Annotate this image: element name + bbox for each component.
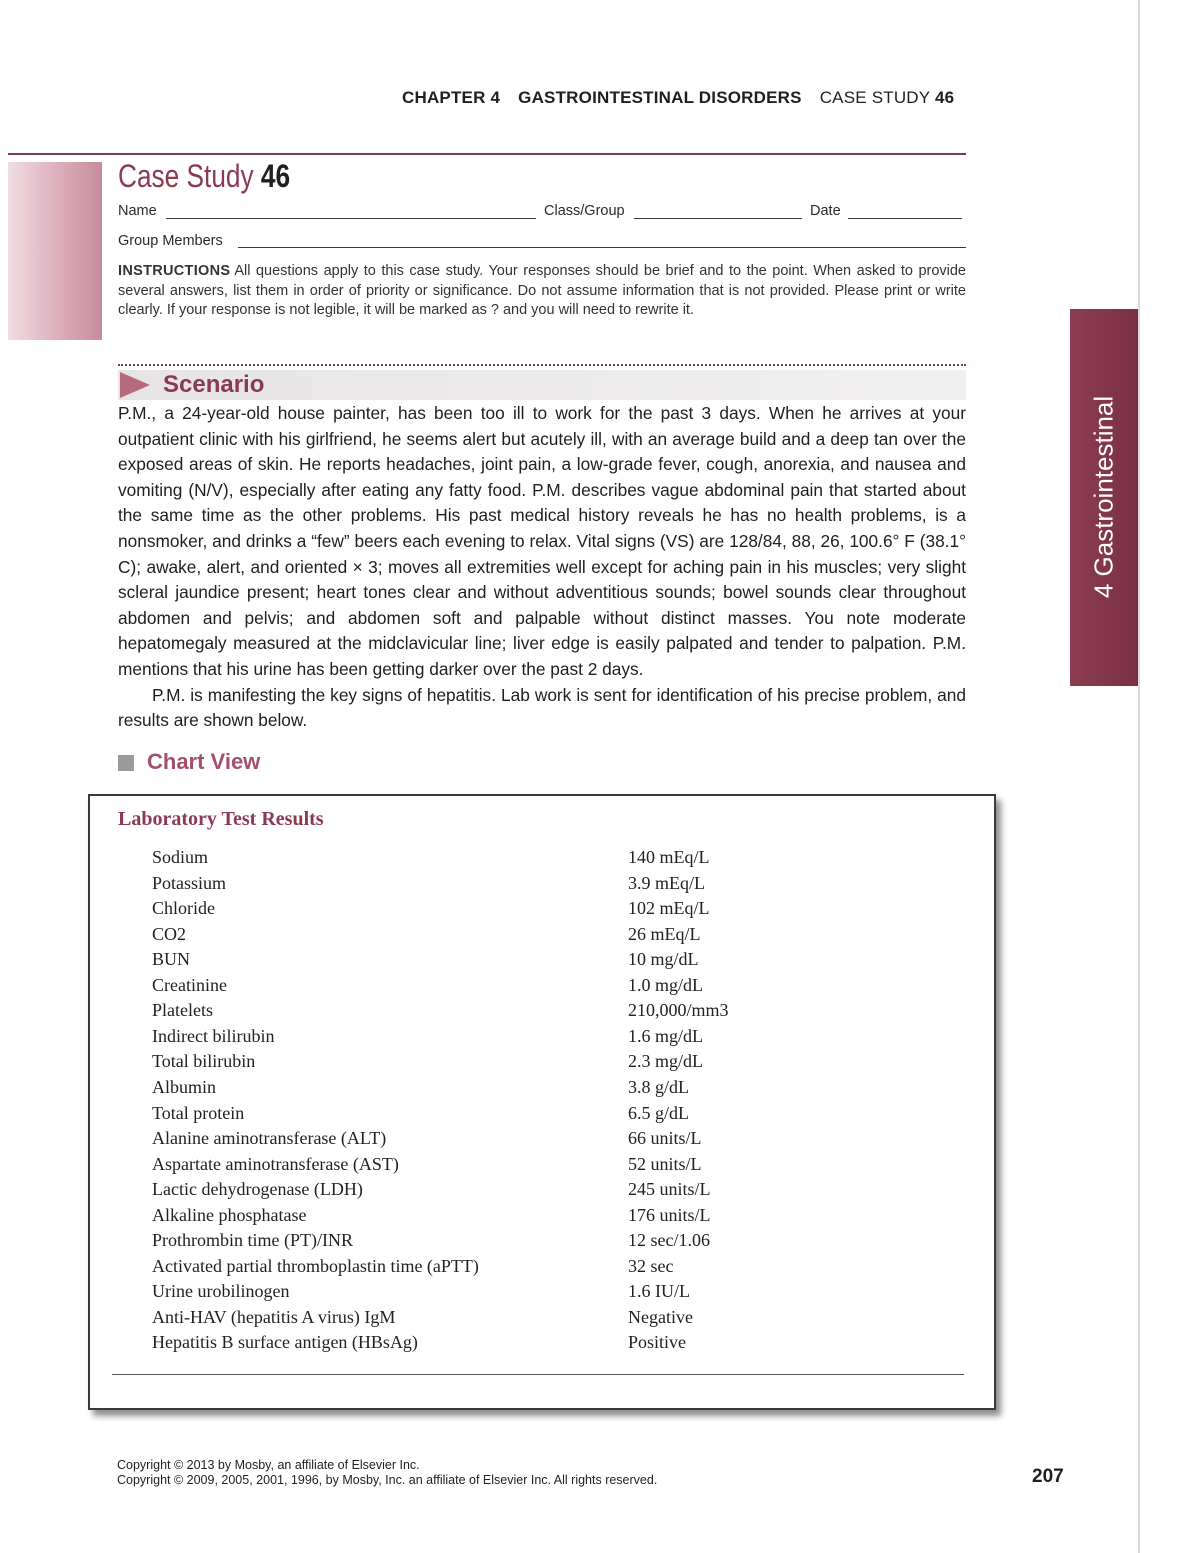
date-field[interactable] — [848, 218, 962, 219]
lab-test-value: 102 mEq/L — [628, 898, 710, 919]
lab-row — [152, 1179, 912, 1204]
lab-test-name: Indirect bilirubin — [152, 1025, 275, 1046]
lab-row — [152, 1077, 912, 1102]
lab-test-value: 6.5 g/dL — [628, 1102, 689, 1123]
chapter-label: CHAPTER 4 — [402, 88, 501, 107]
lab-test-name: Potassium — [152, 872, 227, 893]
lab-test-name: BUN — [152, 949, 191, 970]
lab-row — [152, 1154, 912, 1179]
lab-row — [152, 1256, 912, 1281]
lab-test-value: 1.0 mg/dL — [628, 974, 703, 995]
lab-test-name: Total protein — [152, 1102, 245, 1123]
lab-test-name: Alanine aminotransferase (ALT) — [152, 1128, 387, 1149]
lab-row — [152, 1205, 912, 1230]
lab-test-name: Creatinine — [152, 974, 227, 995]
case-title-number: 46 — [260, 158, 291, 194]
scenario-paragraph-1: P.M., a 24-year-old house painter, has been too ill to work for the past 3 days. When he arrives at your outpatient clinic with his girlfriend, he seems alert but acutely ill, with an average build and a deep tan over the exposed areas of skin. He reports headaches, joint pain, a low-grade fever, cough, anorexia, and nausea and vomiting (N/V), especially after eating any fatty food. P.M. describes vague abdominal pain that started about the same time as the other problems. His past medical history reveals he has no health problems, is a nonsmoker, and drinks a “few” beers each evening to relax. Vital signs (VS) are 128/84, 88, 26, 100.6° F (38.1° C); awake, alert, and oriented × 3; moves all extremities well except for aching pain in his muscles; very slight scleral jaundice present; heart tones clear and without adventitious sounds; bowel sounds clear throughout abdomen and pelvis; and abdomen soft and palpable without distinct masses. You note moderate hepatomegaly measured at the midclavicular line; liver edge is easily palpated and tender to palpation. P.M. mentions that his urine has been getting darker over the past 2 days. — [118, 403, 966, 679]
name-field[interactable] — [166, 218, 536, 219]
lab-test-value: 2.3 mg/dL — [628, 1051, 703, 1072]
lab-test-name: Prothrombin time (PT)/INR — [152, 1230, 353, 1251]
lab-row — [152, 1026, 912, 1051]
lab-test-value: 176 units/L — [628, 1204, 711, 1225]
group-members-field[interactable] — [238, 247, 966, 248]
lab-row — [152, 898, 912, 923]
lab-row — [152, 1281, 912, 1306]
copyright — [117, 1458, 657, 1488]
chapter-side-tab-label: 4 Gastrointestinal — [1088, 395, 1119, 599]
class-group-field[interactable] — [634, 218, 802, 219]
instructions-heading: INSTRUCTIONS — [118, 263, 231, 279]
lab-test-name: Lactic dehydrogenase (LDH) — [152, 1179, 363, 1200]
scenario-paragraph-2: P.M. is manifesting the key signs of hepatitis. Lab work is sent for identification of his precise problem, and results are shown below. — [118, 684, 966, 731]
lab-test-value: 140 mEq/L — [628, 847, 710, 867]
lab-test-value: 12 sec/1.06 — [628, 1230, 710, 1251]
case-study-number: 46 — [934, 88, 955, 107]
lab-row — [152, 1051, 912, 1076]
lab-test-value: 66 units/L — [628, 1128, 702, 1149]
instructions-text: All questions apply to this case study. Your responses should be brief and to the point. When asked to provide several answers, list them in order of priority or significance. Do not assume information that is not provided. Please print or write clearly. If your response is not legible, it will be marked as ? and you will need to rewrite it. — [118, 263, 966, 318]
chapter-title: GASTROINTESTINAL DISORDERS — [518, 88, 802, 107]
play-arrow-icon — [120, 372, 150, 398]
case-title-label: Case Study — [118, 158, 254, 194]
lab-test-value: 10 mg/dL — [628, 949, 699, 970]
lab-row — [152, 975, 912, 1000]
lab-row — [152, 1000, 912, 1025]
lab-test-name: Activated partial thromboplastin time (aPTT) — [152, 1255, 479, 1276]
lab-row — [152, 1128, 912, 1153]
lab-test-value: Positive — [628, 1332, 687, 1353]
copyright-line-1: Copyright © 2013 by Mosby, an affiliate of Elsevier Inc. — [117, 1458, 420, 1472]
scenario-text — [118, 401, 966, 734]
lab-row — [152, 1307, 912, 1332]
lab-test-value: 1.6 IU/L — [628, 1281, 690, 1302]
lab-row — [152, 1230, 912, 1255]
lab-test-value: 52 units/L — [628, 1153, 702, 1174]
lab-row — [152, 949, 912, 974]
lab-row — [152, 847, 912, 872]
lab-test-name: Hepatitis B surface antigen (HBsAg) — [152, 1332, 418, 1353]
instructions — [118, 262, 966, 321]
lab-test-value: 210,000/mm3 — [628, 1000, 729, 1021]
case-study-title — [118, 158, 290, 195]
page-number: 207 — [1032, 1466, 1064, 1487]
header-rule — [8, 153, 966, 155]
class-group-label: Class/Group — [544, 203, 625, 219]
lab-test-value: 245 units/L — [628, 1179, 711, 1200]
chart-view-title: Chart View — [147, 749, 261, 774]
lab-results-heading: Laboratory Test Results — [118, 808, 324, 830]
lab-results-bottom-rule — [112, 1374, 964, 1375]
lab-row — [152, 1103, 912, 1128]
lab-test-value: 32 sec — [628, 1255, 674, 1276]
copyright-line-2: Copyright © 2009, 2005, 2001, 1996, by Mosby, Inc. an affiliate of Elsevier Inc. All rights reserved. — [117, 1473, 658, 1487]
lab-test-value: Negative — [628, 1306, 693, 1327]
square-bullet-icon — [118, 755, 134, 771]
lab-test-name: Aspartate aminotransferase (AST) — [152, 1153, 399, 1174]
lab-row — [152, 1332, 912, 1357]
lab-test-value: 1.6 mg/dL — [628, 1025, 703, 1046]
lab-test-value: 3.8 g/dL — [628, 1076, 689, 1097]
lab-test-name: CO2 — [152, 923, 187, 944]
lab-test-name: Platelets — [152, 1000, 213, 1021]
lab-test-value: 26 mEq/L — [628, 923, 701, 944]
lab-test-name: Alkaline phosphatase — [152, 1204, 307, 1225]
lab-test-name: Anti-HAV (hepatitis A virus) IgM — [152, 1306, 396, 1327]
lab-row — [152, 924, 912, 949]
lab-test-name: Urine urobilinogen — [152, 1281, 290, 1302]
lab-test-name: Total bilirubin — [152, 1051, 256, 1072]
scenario-title: Scenario — [163, 371, 265, 398]
page-edge-line — [1138, 0, 1140, 1553]
lab-row — [152, 873, 912, 898]
scenario-dotted-rule — [118, 364, 966, 366]
lab-test-name: Chloride — [152, 898, 215, 919]
lab-test-value: 3.9 mEq/L — [628, 872, 705, 893]
case-study-label: CASE STUDY — [819, 88, 931, 107]
left-decorative-bar — [8, 162, 102, 340]
lab-test-name: Sodium — [152, 847, 209, 867]
group-members-label: Group Members — [118, 233, 223, 249]
name-label: Name — [118, 203, 157, 219]
running-header — [402, 88, 954, 108]
date-label: Date — [810, 203, 841, 219]
lab-test-name: Albumin — [152, 1076, 217, 1097]
